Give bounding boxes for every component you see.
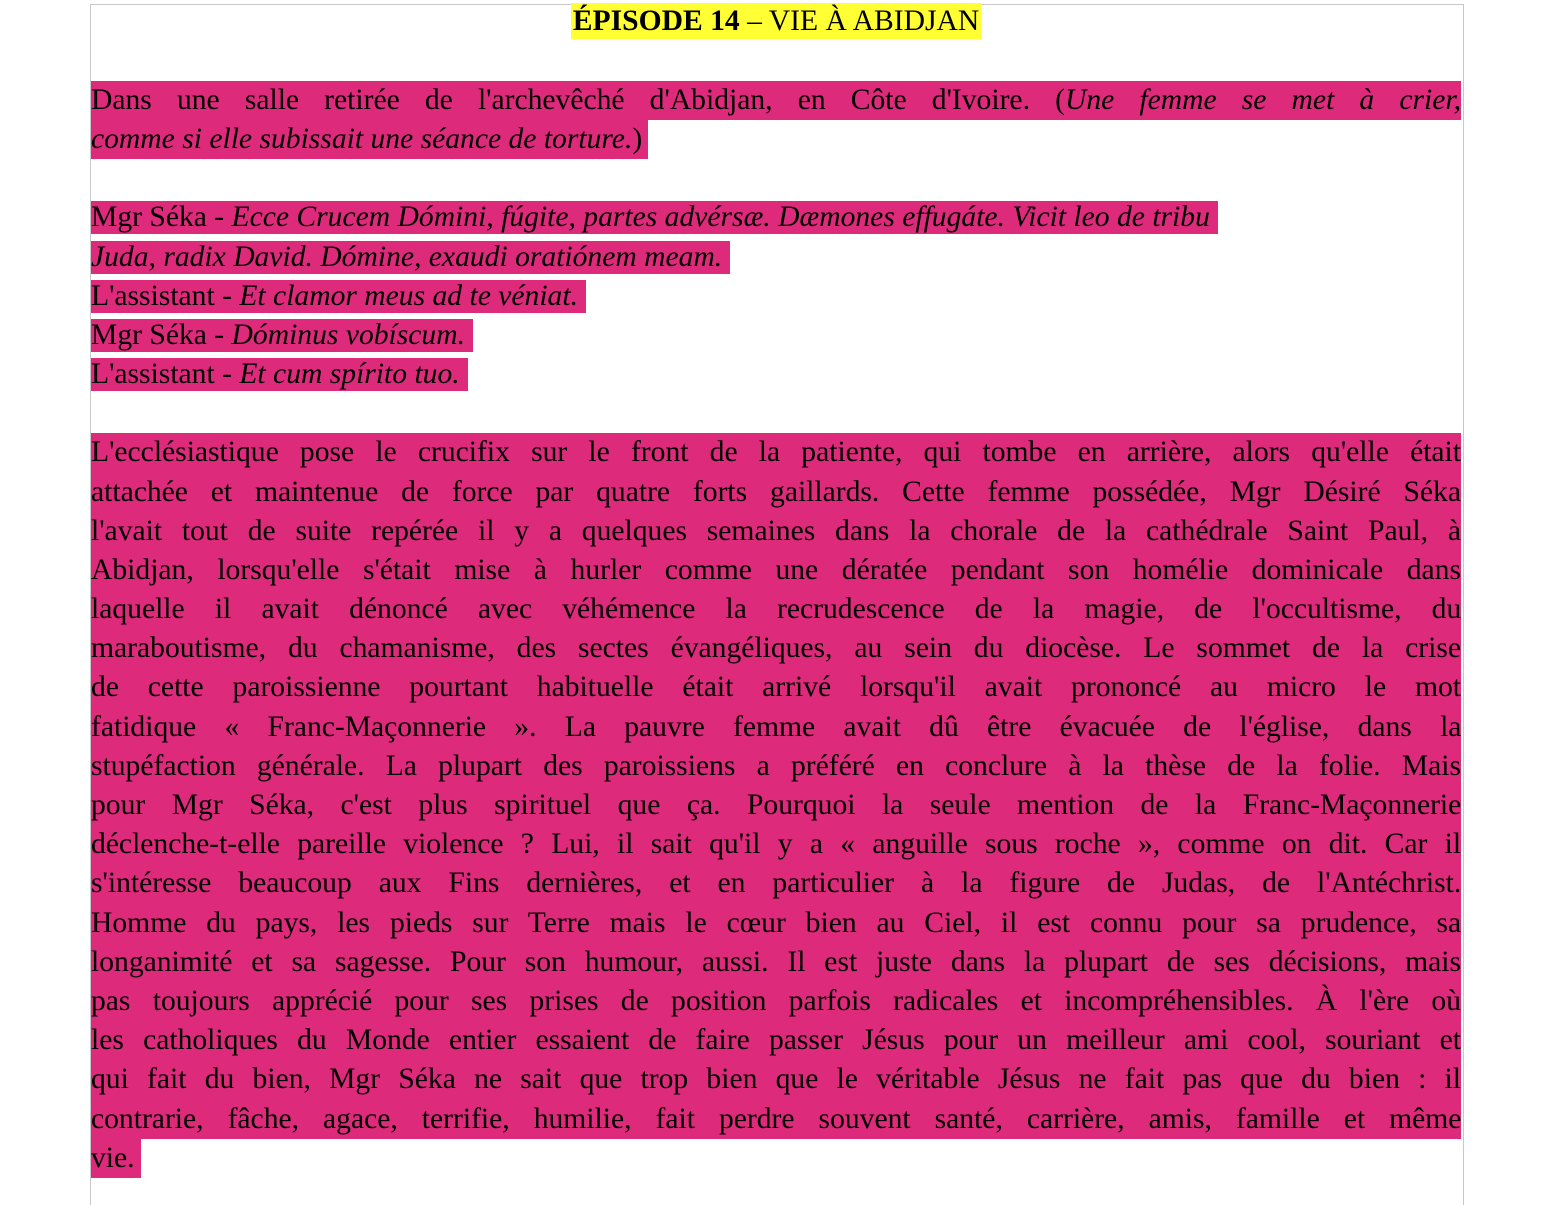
narrative-line: fatidique « Franc-Maçonnerie ». La pauvre femme avait dû être évacuée de l'église, dans la	[91, 708, 1461, 747]
dialogue-speaker: Mgr Séka -	[91, 201, 232, 234]
dialogue-block	[91, 198, 1461, 394]
narrative-paragraph	[91, 433, 1461, 1178]
dialogue-text: Et clamor meus ad te véniat.	[239, 279, 578, 312]
dialogue-speaker: Mgr Séka -	[91, 318, 232, 351]
narrative-line-last: vie.	[91, 1139, 141, 1178]
intro-line-1-italic: Une femme se met à crier,	[1064, 84, 1461, 116]
dialogue-line	[91, 198, 1461, 237]
narrative-line: laquelle il avait dénoncé avec véhémence la recrudescence de la magie, de l'occultisme, du	[91, 590, 1461, 629]
narrative-line: de cette paroissienne pourtant habituelle était arrivé lorsqu'il avait prononcé au micro le mot	[91, 668, 1461, 707]
narrative-line: attachée et maintenue de force par quatre forts gaillards. Cette femme possédée, Mgr Désiré Séka	[91, 473, 1461, 512]
narrative-line: L'ecclésiastique pose le crucifix sur le front de la patiente, qui tombe en arrière, alors qu'elle était	[91, 433, 1461, 472]
intro-line-1	[91, 81, 1461, 120]
narrative-line: Abidjan, lorsqu'elle s'était mise à hurler comme une dératée pendant son homélie dominicale dans	[91, 551, 1461, 590]
narrative-line: contrarie, fâche, agace, terrifie, humilie, fait perdre souvent santé, carrière, amis, famille et même	[91, 1100, 1461, 1139]
intro-line-2-italic: comme si elle subissait une séance de torture.	[91, 123, 633, 156]
narrative-line: qui fait du bien, Mgr Séka ne sait que trop bien que le véritable Jésus ne fait pas que du bien : il	[91, 1060, 1461, 1099]
narrative-line: maraboutisme, du chamanisme, des sectes évangéliques, au sein du diocèse. Le sommet de la crise	[91, 629, 1461, 668]
dialogue-line	[91, 277, 1461, 316]
document-content[interactable]	[91, 0, 1461, 1178]
dialogue-text: Ecce Crucem Dómini, fúgite, partes advérsæ. Dæmones effugáte. Vicit leo de tribu	[231, 201, 1210, 234]
dialogue-line	[91, 238, 1461, 277]
intro-paragraph	[91, 81, 1461, 159]
narrative-line: déclenche-t-elle pareille violence ? Lui, il sait qu'il y a « anguille sous roche », comme on dit. Car il	[91, 825, 1461, 864]
narrative-line: longanimité et sa sagesse. Pour son humour, aussi. Il est juste dans la plupart de ses décisions, mais	[91, 943, 1461, 982]
narrative-line: pas toujours apprécié pour ses prises de position parfois radicales et incompréhensibles. À l'ère où	[91, 982, 1461, 1021]
narrative-line: les catholiques du Monde entier essaient de faire passer Jésus pour un meilleur ami cool, souriant et	[91, 1021, 1461, 1060]
title-bold: ÉPISODE 14	[572, 5, 740, 37]
dialogue-speaker: L'assistant -	[91, 358, 240, 391]
dialogue-line	[91, 355, 1461, 394]
episode-title	[91, 2, 1461, 41]
narrative-line: stupéfaction générale. La plupart des paroissiens a préféré en conclure à la thèse de la folie. Mais	[91, 747, 1461, 786]
intro-line-2	[91, 120, 648, 159]
narrative-line: Homme du pays, les pieds sur Terre mais le cœur bien au Ciel, il est connu pour sa prudence, sa	[91, 904, 1461, 943]
dialogue-line	[91, 316, 1461, 355]
dialogue-text: Et cum spírito tuo.	[239, 358, 460, 391]
narrative-line: l'avait tout de suite repérée il y a quelques semaines dans la chorale de la cathédrale Saint Paul, à	[91, 512, 1461, 551]
dialogue-text: Juda, radix David. Dómine, exaudi oratiónem meam.	[91, 240, 723, 273]
narrative-line: s'intéresse beaucoup aux Fins dernières, et en particulier à la figure de Judas, de l'Antéchrist.	[91, 864, 1461, 903]
intro-line-2-close: )	[632, 123, 643, 156]
dialogue-speaker: L'assistant -	[91, 279, 240, 312]
title-highlight	[571, 3, 981, 39]
narrative-line: pour Mgr Séka, c'est plus spirituel que ça. Pourquoi la seule mention de la Franc-Maçonnerie	[91, 786, 1461, 825]
dialogue-text: Dóminus vobíscum.	[231, 318, 465, 351]
intro-line-1-plain: Dans une salle retirée de l'archevêché d'Abidjan, en Côte d'Ivoire. (	[91, 84, 1065, 116]
title-rest: – VIE À ABIDJAN	[739, 5, 980, 37]
